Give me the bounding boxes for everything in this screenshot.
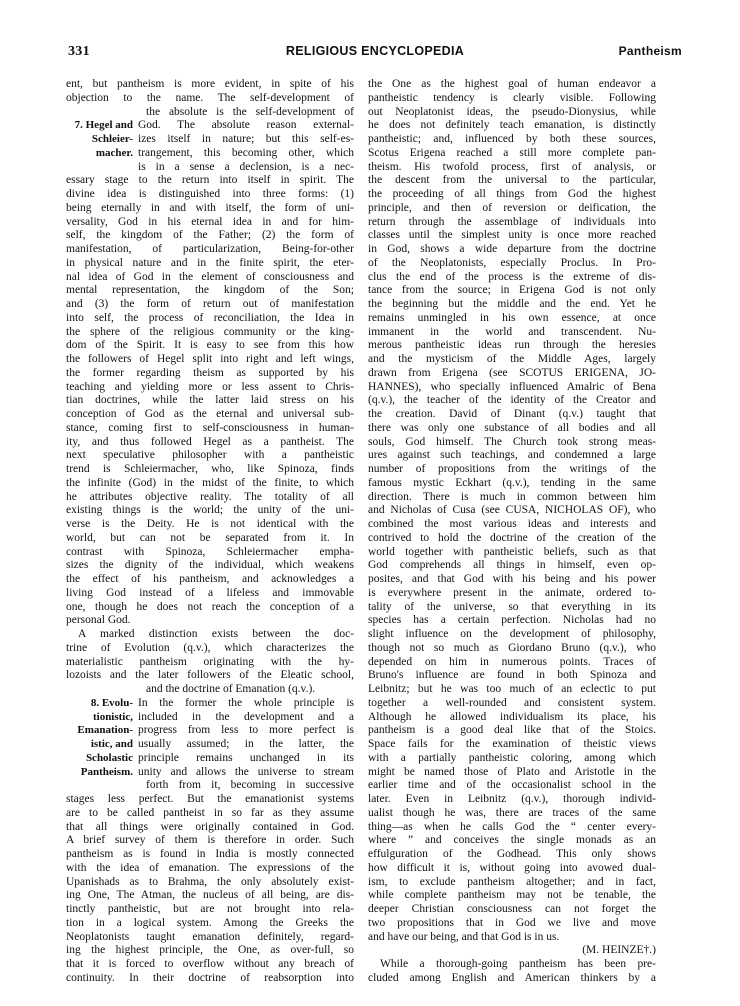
text-line: return through the assemblage of individuals into [368,215,656,228]
text-line: essary stage to the return into itself in spirit. The [66,174,354,187]
text-line: one, though he does not reach the conception of a [66,600,354,613]
text-line: pantheism is a good deal like that of the Stoics. [368,724,656,737]
text-line: manifestation, of particularization, Being-for-other [66,243,354,255]
text-line: pantheism as is found in India is mostly connected [66,848,354,860]
text-line: world, but can not be separated from it. In [66,531,354,544]
text-line: nal idea of God in the element of consciousness and [66,270,354,283]
text-line: HANNES), who specially influenced Amalric of Bena [368,380,656,393]
text-line: though not so much as Giordano Bruno (q.v.), who [368,641,656,654]
text-line: conception of God as the eternal and universal sub- [66,408,354,420]
text-line: ism, to exclude pantheism altogether; and in fact, [368,875,656,888]
text-line: the effect of his pantheism, and acknowledges a [66,573,354,585]
text-line: drawn from Erigena (see SCOTUS ERIGENA, JO- [368,366,656,379]
text-line: ualist though he was, there are traces of the same [368,806,656,819]
text-line: objection to the name. The self-development of [66,91,354,104]
text-line: divine idea is distinguished into three forms: (1) [66,188,354,200]
text-line: teaching and yielding more or less assent to Chris- [66,380,354,393]
text-line: Scotus Erigena reached a still more complete pan- [368,146,656,159]
text-line: together a well-rounded and consistent system. [368,696,656,709]
text-line: in physical nature and in the finite spirit, the eter- [66,256,354,269]
text-line: Space fails for the examination of theistic views [368,738,656,750]
text-line: self, the kingdom of the Father; (2) the form of [66,229,354,242]
text-line: souls, God himself. The Church took strong meas- [368,435,656,448]
text-line: stance, coming first to self-consciousness in human- [66,421,354,434]
text-line: Upanishads as to Brahma, the only absolutely exist- [66,875,354,888]
sidehead-line [66,161,354,175]
running-title: RELIGIOUS ENCYCLOPEDIA [285,44,465,58]
text-line: and have our being, and that God is in us. [368,930,560,943]
text-line: the infinite (God) in the midst of the finite, to which [66,476,354,489]
text-line: (M. HEINZE†.) [582,944,656,957]
text-line: mental representation, the kingdom of the Son; [66,284,354,297]
text-line: clus the end of the process is the extreme of dis- [368,270,656,283]
text-line: principle remains unchanged in its [138,751,354,764]
text-line: while complete pantheism may not be tenable, the [368,889,656,902]
text-line: Although he allowed individualism its place, his [368,710,656,723]
text-line: tality of the universe, so that everything in its [368,600,656,613]
text-line: thing—as when he calls God the “ center every- [368,820,656,833]
text-line: ing One, The Atman, the nucleus of all being, are dis- [66,889,354,902]
text-line: included in the development and a [138,710,354,723]
text-line: two propositions that in God we live and move [368,916,656,929]
sidehead-line [66,711,354,725]
right-column [368,78,656,986]
text-line: and Nicholas of Cusa (see CUSA, NICHOLAS OF), who [368,504,656,517]
sidehead-line [66,724,354,738]
page-number: 331 [68,44,90,59]
text-line: number of propositions from the writings of the [368,463,656,475]
text-line: usually assumed; in the latter, the [138,738,354,750]
text-line: God comprehends all things in himself, even op- [368,559,656,572]
text-line: might be named those of Plato and Aristotle in the [368,765,656,778]
text-line: species has a certain perfection. Nicholas had no [368,614,656,627]
section-title: Pantheism [618,44,682,58]
text-line: the One as the highest goal of human endeavor a [368,78,656,90]
side-heading: tionistic, [92,710,133,723]
text-line: ing the highest principle, the One, as over-full, so [66,944,354,957]
text-line: contrived to hold the doctrine of the creation of the [368,531,656,544]
text-line: world together with pantheistic beliefs, such as that [368,545,656,558]
text-line: versality, God in his eternal idea in and for him- [66,215,354,228]
text-line: slight influence on the development of philosophy, [368,628,656,640]
text-line: is in a sense a declension, is a nec- [138,160,354,173]
sidehead-line [66,766,354,780]
text-line: the creation. David of Dinant (q.v.) taught that [368,408,656,420]
side-heading: 7. Hegel and [74,119,133,132]
text-line: combined the most various ideas and interests and [368,518,656,530]
text-line: tinctly pantheistic, but are not brought into rela- [66,903,354,915]
text-line: living God instead of a lifeless and immovable [66,586,354,599]
side-heading: Schleier- [91,133,133,145]
text-line: is everywhere present in the animate, ordered to- [368,586,656,599]
text-line: depended on him in numerous points. Traces of [368,655,656,668]
text-line: theism. His twofold process, first of analysis, or [368,160,656,173]
text-line: where ” and conceives the single monads as an [368,834,656,847]
text-line: tance from the source; in Erigena God is not only [368,284,656,297]
page-header [68,44,682,64]
sidehead-line [66,697,354,711]
side-heading [66,161,138,175]
text-line: dom of the Spirit. It is easy to see from this how [66,339,354,352]
text-line: next speculative philosopher with a pantheistic [66,449,354,462]
text-line: posites, and that God with his being and his power [368,573,656,585]
text-line: trangement, this becoming other, which [138,146,354,159]
text-line: existing things is the world; the unity of the uni- [66,504,354,517]
text-line: deeper Christian consciousness can not forget the [368,903,656,915]
text-line: merous pantheistic ideas run through the heresies [368,339,656,352]
text-line: personal God. [66,614,131,627]
text-line: pantheistic; and, influenced by both these sources, [368,133,656,145]
text-line: In the former the whole principle is [138,696,354,709]
text-line: famous mystic Eckhart (q.v.), tending in the same [368,476,656,489]
text-line: materialistic pantheism originating with the hy- [66,655,354,668]
text-line: continuity. In their doctrine of reabsorption into [66,971,354,984]
text-line: Bruno's influence are found in both Spinoza and [368,669,656,682]
text-line: remains unmingled in his own essence, at once [368,311,656,324]
text-line: tian doctrines, while the latter laid stress on his [66,394,354,407]
text-line: (q.v.), the teacher of the identity of the Creator and [368,394,656,407]
text-line: the followers of Hegel split into right and left wings, [66,353,354,365]
side-heading: Scholastic [85,751,133,764]
text-line: progress from less to more perfect is [138,724,354,737]
sidehead-line [66,119,354,133]
left-column [66,78,354,986]
text-line: and the mysticism of the Middle Ages, largely [368,353,656,365]
text-line: Leibnitz; but he was too much of an eclectic to put [368,683,656,695]
text-line: and the doctrine of Emanation (q.v.). [146,683,316,695]
text-line: trend is Schleiermacher, who, like Spinoza, finds [66,463,354,475]
text-line: out Neoplatonist ideas, the pseudo-Dionysius, while [368,105,656,118]
text-line: how difficult it is, without going into avowed dual- [368,861,656,874]
text-line: there was only one substance of all bodies and all [368,421,656,434]
text-line: immanent in the world and transcendent. Nu- [368,325,656,338]
text-line: trine of Evolution (q.v.), which characterizes the [66,641,354,654]
text-line: the proceeding of all things from God the highest [368,188,656,200]
side-heading: 8. Evolu- [90,696,133,709]
text-line: izes itself in nature; but this self-es- [138,133,354,145]
text-line: being eternally in and with itself, the form of uni- [66,201,354,214]
sidehead-line [66,752,354,766]
text-line: the sphere of the religious community or the king- [66,325,354,338]
text-line: unity and allows the universe to stream [138,765,354,778]
text-line: ures against such teachings, and condemned a large [368,449,656,462]
sidehead-line [66,133,354,147]
side-heading: Emanation- [77,724,133,737]
text-line: God. The absolute reason external- [138,119,354,132]
text-line: later. Even in Leibnitz (q.v.), thorough individ- [368,793,656,805]
text-line: While a thorough-going pantheism has been pre- [380,958,656,970]
text-line: with a partially pantheistic coloring, among which [368,751,656,764]
text-line: that all things were originally contained in God. [66,820,354,833]
text-line: contrast with Spinoza, Schleiermacher empha- [66,545,354,558]
text-line: with the idea of emanation. The expressions of the [66,861,354,874]
text-line: are to be called pantheist in so far as they assume [66,806,354,819]
text-line: Neoplatonists taught emanation definitely, regard- [66,930,354,943]
side-heading: istic, and [90,738,133,750]
text-line: of the Neoplatonists, especially Proclus. In Pro- [368,256,656,269]
text-line: and (3) the form of return out of manifestation [66,298,354,310]
text-line: the absolute is the self-development of [146,105,354,118]
text-line: principle, and then of reversion or deification, the [368,201,656,214]
text-line: ent, but pantheism is more evident, in spite of his [66,78,354,90]
text-line: effulguration of the Godhead. This only shows [368,848,656,860]
text-line: classes until the simplest unity is once more reached [368,229,656,242]
text-line: sizes the dignity of the individual, which weakens [66,559,354,572]
text-line: he does not definitely teach emanation, is distinctly [368,119,656,132]
text-line: A marked distinction exists between the doc- [78,628,354,640]
sidehead-line [66,147,354,161]
sidehead-line [66,738,354,752]
text-line: lozoists and the later followers of the Eleatic school, [66,669,354,682]
text-line: that it is forced to overflow without any breach of [66,958,354,970]
text-line: forth from it, becoming in successive [146,779,354,792]
text-line: the beginning but the middle and the end. Yet he [368,298,656,310]
text-line: the descent from the universal to the particular, [368,174,656,187]
text-line: tion in a logical system. Among the Greeks the [66,916,354,929]
text-line: he attributes objective reality. The totality of all [66,490,354,503]
text-line: cluded among English and American thinkers by a [368,971,656,984]
text-line: in God, shows a wide departure from the doctrine [368,243,656,255]
side-heading: macher. [95,146,133,159]
text-line: stages less perfect. But the emanationist systems [66,793,354,805]
text-line: pantheistic tendency is clearly visible. Following [368,91,656,104]
side-heading: Pantheism. [80,765,133,778]
text-line: into self, the process of reconciliation, the Idea in [66,311,354,324]
text-line: ity, and thus followed Hegel as a pantheist. The [66,435,354,448]
text-line: verse is the Deity. He is not identical with the [66,518,354,530]
text-line: earlier time and of the occasionalist school in the [368,779,656,792]
text-line: direction. There is much in common between him [368,490,656,503]
text-line: the former regarding theism as supported by his [66,366,354,379]
text-line: A brief survey of them is therefore in order. Such [66,834,354,847]
